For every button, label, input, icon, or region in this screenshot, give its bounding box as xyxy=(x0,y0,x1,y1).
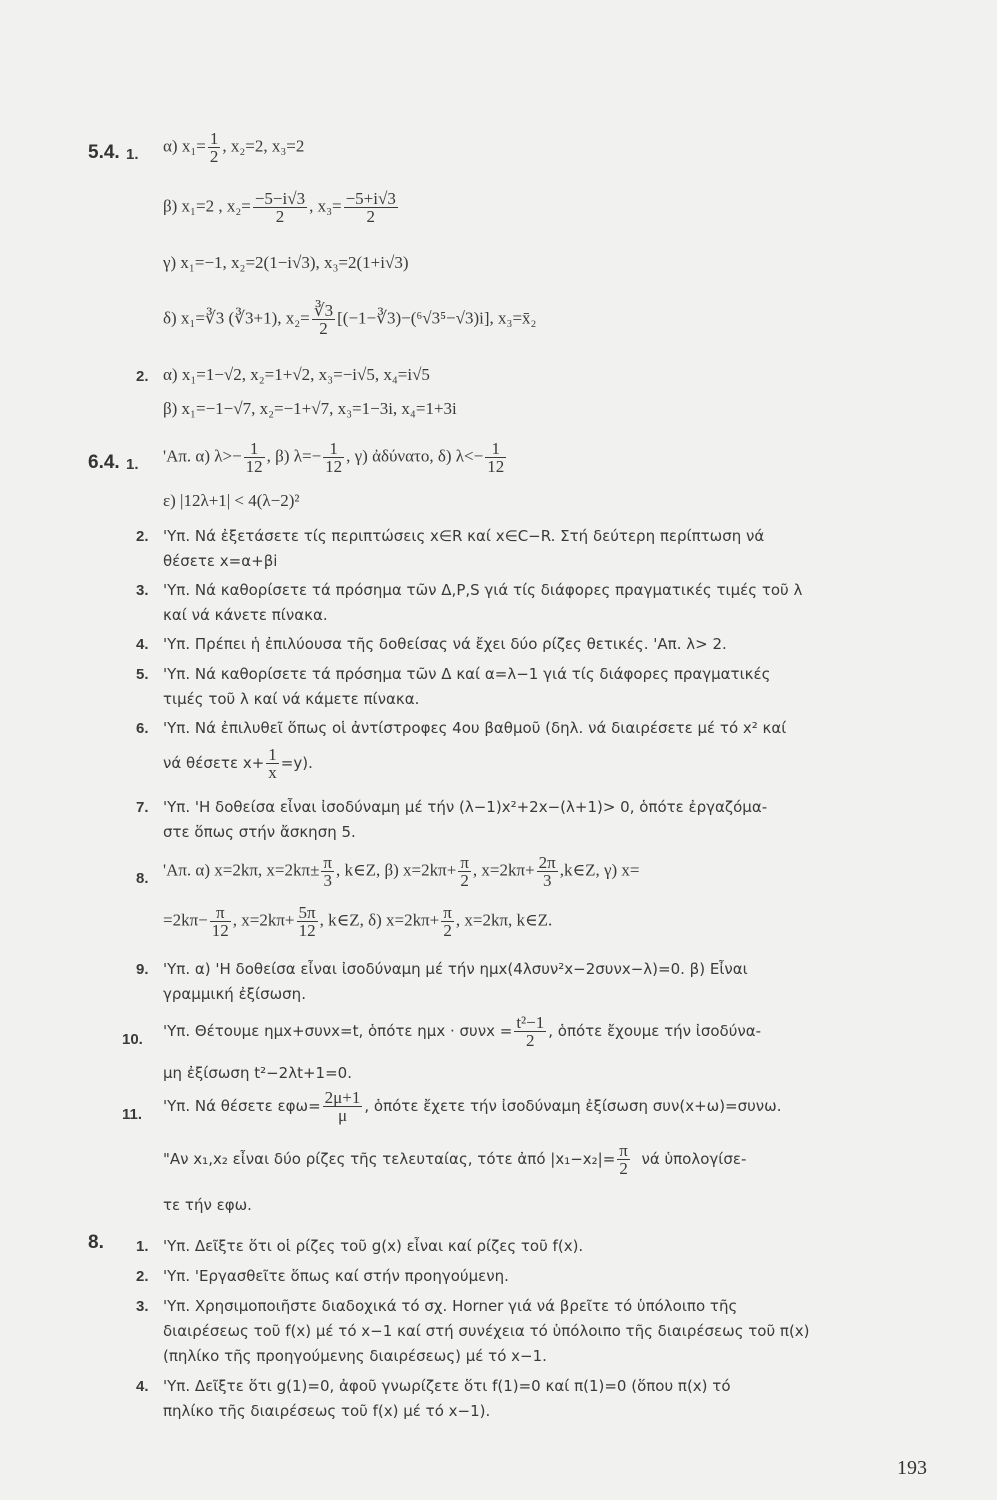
answer-line: 'Απ. α) λ>− $\frac{1}{12}$ , β) λ=− $\frac{1}{12}$ , γ) ἀδύνατο, δ) λ<− $\frac{1}{12}$ xyxy=(163,439,505,476)
item-number: 2. xyxy=(136,368,149,385)
answer-line: 'Απ. α) x=2kπ, x=2kπ± $\frac{\pi}{3}$ , k∈Z, β) x=2kπ+ $\frac{\pi}{2}$ , x=2kπ+ $\frac{2\pi}{3}$ ,k∈Z, γ) x= xyxy=(163,853,640,890)
item-number: 1. xyxy=(126,146,139,163)
hint-line: 'Υπ. Θέτουμε ημx+συνx=t, ὁπότε ημx · συνx = $\frac{\text{t²−1}}{2}$ , ὁπότε ἔχουμε τήν ἰσοδύνα- xyxy=(163,1013,762,1050)
item-number: 2. xyxy=(136,1268,149,1285)
answer-line: γ) x₁=−1, x₂=2(1−i√3), x₃=2(1+i√3) xyxy=(163,253,409,272)
item-number: 1. xyxy=(126,456,139,473)
hint-line: 'Υπ. Νά θέσετε εφω= $\frac{2\mu+1}{\mu}$ , ὁπότε ἔχετε τήν ἰσοδύναμη ἐξίσωση συν(x+ω)=συνω. xyxy=(163,1088,782,1125)
answer-line: β) x₁=−1−√7, x₂=−1+√7, x₃=1−3i, x₄=1+3i xyxy=(163,399,457,418)
answer-line: δ) x₁=∛3 (∛3+1), x₂= $\frac{∛3}{2}$ [(−1−∛3)−(⁶√3⁵−√3)i], x₃=x̄₂ xyxy=(163,301,537,338)
item-number: 3. xyxy=(136,1298,149,1315)
hint-line: μη ἐξίσωση t²−2λt+1=0. xyxy=(163,1064,352,1082)
item-number: 11. xyxy=(122,1106,143,1123)
section-6-4: 6.4. xyxy=(88,452,120,473)
item-number: 7. xyxy=(136,799,149,816)
hint-line: 'Υπ. Νά ἐξετάσετε τίς περιπτώσεις x∈R καί x∈C−R. Στή δεύτερη περίπτωση νά xyxy=(163,527,765,545)
answer-line: =2kπ− $\frac{\pi}{12}$ , x=2kπ+ $\frac{5\pi}{12}$ , k∈Z, δ) x=2kπ+ $\frac{\pi}{2}$ , x=2kπ, k∈Z. xyxy=(163,903,553,940)
page-number: 193 xyxy=(897,1457,927,1479)
item-number: 10. xyxy=(122,1031,143,1048)
hint-line: 'Υπ. α) 'Η δοθείσα εἶναι ἰσοδύναμη μέ τήν ημx(4λσυν²x−2συνx−λ)=0. β) Εἶναι xyxy=(163,960,748,978)
answer-line: ε) |12λ+1| < 4(λ−2)² xyxy=(163,491,300,510)
answer-line: α) x₁=1−√2, x₂=1+√2, x₃=−i√5, x₄=i√5 xyxy=(163,365,430,384)
hint-line: (πηλίκο τῆς προηγούμενης διαιρέσεως) μέ τό x−1. xyxy=(163,1347,547,1365)
hint-line: 'Υπ. Πρέπει ἡ ἐπιλύουσα τῆς δοθείσας νά ἔχει δύο ρίζες θετικές. 'Απ. λ> 2. xyxy=(163,635,727,653)
hint-line: νά θέσετε x+ $\frac{1}{x}$ =y). xyxy=(163,745,313,782)
hint-line: 'Υπ. Χρησιμοποιῆστε διαδοχικά τό σχ. Horner γιά νά βρεῖτε τό ὑπόλοιπο τῆς xyxy=(163,1297,738,1315)
hint-line: 'Υπ. Νά ἐπιλυθεῖ ὅπως οἱ ἀντίστροφες 4ου βαθμοῦ (δηλ. νά διαιρέσετε μέ τό x² καί xyxy=(163,719,787,737)
hint-line: θέσετε x=α+βi xyxy=(163,552,278,570)
item-number: 9. xyxy=(136,961,149,978)
hint-line: καί νά κάνετε πίνακα. xyxy=(163,606,328,624)
hint-line: 'Υπ. 'Εργασθεῖτε ὅπως καί στήν προηγούμενη. xyxy=(163,1267,509,1285)
item-number: 5. xyxy=(136,666,149,683)
hint-line: τε τήν εφω. xyxy=(163,1196,252,1214)
hint-line: 'Υπ. Νά καθορίσετε τά πρόσημα τῶν Δ,P,S γιά τίς διάφορες πραγματικές τιμές τοῦ λ xyxy=(163,581,803,599)
item-number: 2. xyxy=(136,528,149,545)
answer-line: β) x₁=2 , x₂= $\frac{-5-i√3}{2}$ , x₃= $\frac{-5+i√3}{2}$ xyxy=(163,189,396,226)
hint-line: 'Υπ. Νά καθορίσετε τά πρόσημα τῶν Δ καί α=λ−1 γιά τίς διάφορες πραγματικές xyxy=(163,665,771,683)
hint-line: τιμές τοῦ λ καί νά κάμετε πίνακα. xyxy=(163,690,420,708)
section-5-4: 5.4. xyxy=(88,142,120,163)
hint-line: γραμμική ἐξίσωση. xyxy=(163,985,306,1003)
hint-line: "Αν x₁,x₂ εἶναι δύο ρίζες τῆς τελευταίας, τότε ἀπό |x₁−x₂|= $\frac{\pi}{2}$ νά ὑπολογίσε- xyxy=(163,1141,747,1178)
item-number: 4. xyxy=(136,1378,149,1395)
hint-line: πηλίκο τῆς διαιρέσεως τοῦ f(x) μέ τό x−1). xyxy=(163,1402,491,1420)
item-number: 6. xyxy=(136,720,149,737)
item-number: 1. xyxy=(136,1238,149,1255)
answer-line: α) x₁= $\frac{1}{2}$ , x₂=2, x₃=2 xyxy=(163,129,305,166)
item-number: 8. xyxy=(136,870,149,887)
hint-line: 'Υπ. Δεῖξτε ὅτι οἱ ρίζες τοῦ g(x) εἶναι καί ρίζες τοῦ f(x). xyxy=(163,1237,584,1255)
hint-line: διαιρέσεως τοῦ f(x) μέ τό x−1 καί στή συνέχεια τό ὑπόλοιπο τῆς διαιρέσεως τοῦ π(x) xyxy=(163,1322,810,1340)
section-8: 8. xyxy=(88,1232,104,1253)
hint-line: στε ὅπως στήν ἄσκηση 5. xyxy=(163,823,356,841)
hint-line: 'Υπ. 'Η δοθείσα εἶναι ἰσοδύναμη μέ τήν (λ−1)x²+2x−(λ+1)> 0, ὁπότε ἐργαζόμα- xyxy=(163,798,768,816)
item-number: 4. xyxy=(136,636,149,653)
hint-line: 'Υπ. Δεῖξτε ὅτι g(1)=0, ἀφοῦ γνωρίζετε ὅτι f(1)=0 καί π(1)=0 (ὅπου π(x) τό xyxy=(163,1377,731,1395)
item-number: 3. xyxy=(136,582,149,599)
